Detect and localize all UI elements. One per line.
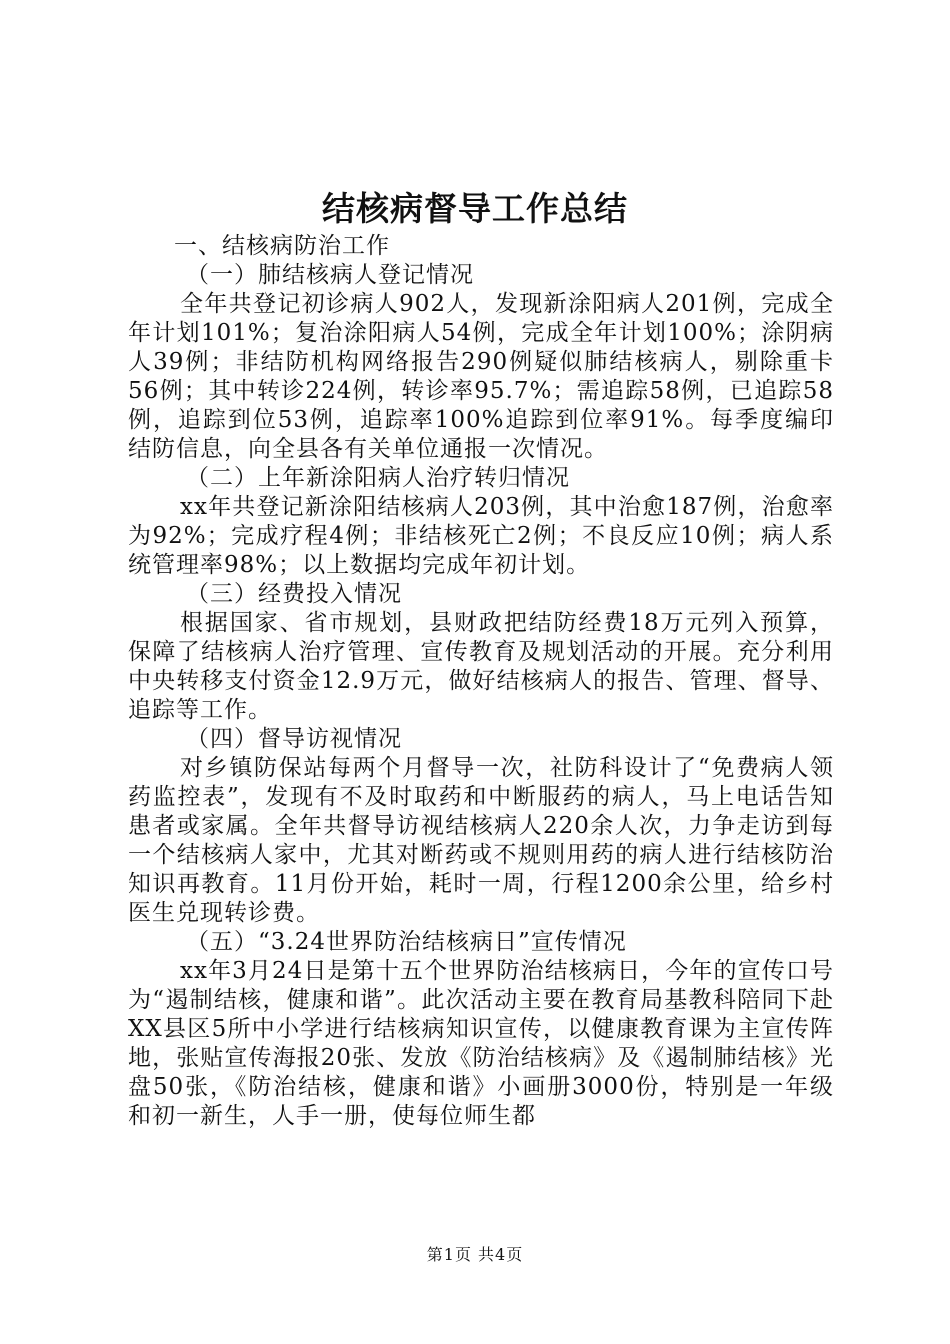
page-footer: 第1页 共4页: [426, 1245, 524, 1264]
subsection-heading: （五）“3.24世界防治结核病日”宣传情况: [186, 929, 627, 955]
section-heading: 一、结核病防治工作: [174, 233, 390, 259]
paragraph: 根据国家、省市规划，县财政把结防经费18万元列入预算，保障了结核病人治疗管理、宣传教育及规划活动的开展。充分利用中央转移支付资金12.9万元，做好结核病人的报告、管理、督导、追踪等工作。: [128, 610, 834, 723]
paragraph: 全年共登记初诊病人902人，发现新涂阳病人201例，完成全年计划101%；复治涂阳病人54例，完成全年计划100%；涂阴病人39例；非结防机构网络报告290例疑似肺结核病人，剔除重卡56例；其中转诊224例，转诊率95.7%；需追踪58例，已追踪58例，追踪到位53例，追踪率100%追踪到位率91%。每季度编印结防信息，向全县各有关单位通报一次情况。: [128, 291, 834, 462]
subsection-heading: （四）督导访视情况: [186, 726, 402, 752]
subsection-heading: （一）肺结核病人登记情况: [186, 262, 474, 288]
subsection-heading: （二）上年新涂阳病人治疗转归情况: [186, 465, 570, 491]
paragraph: 对乡镇防保站每两个月督导一次，社防科设计了“免费病人领药监控表”，发现有不及时取药和中断服药的病人，马上电话告知患者或家属。全年共督导访视结核病人220余人次，力争走访到每一个结核病人家中，尤其对断药或不规则用药的病人进行结核防治知识再教育。11月份开始，耗时一周，行程1200余公里，给乡村医生兑现转诊费。: [128, 755, 834, 926]
subsection-heading: （三）经费投入情况: [186, 581, 402, 607]
paragraph: xx年共登记新涂阳结核病人203例，其中治愈187例，治愈率为92%；完成疗程4例；非结核死亡2例；不良反应10例；病人系统管理率98%；以上数据均完成年初计划。: [128, 494, 834, 578]
document-body: [128, 232, 834, 1131]
document-title: 结核病督导工作总结: [322, 189, 628, 228]
paragraph: xx年3月24日是第十五个世界防治结核病日，今年的宣传口号为“遏制结核，健康和谐”。此次活动主要在教育局基教科陪同下赴XX县区5所中小学进行结核病知识宣传，以健康教育课为主宣传阵地，张贴宣传海报20张、发放《防治结核病》及《遏制肺结核》光盘50张，《防治结核，健康和谐》小画册3000份，特别是一年级和初一新生，人手一册，使每位师生都: [128, 958, 834, 1129]
